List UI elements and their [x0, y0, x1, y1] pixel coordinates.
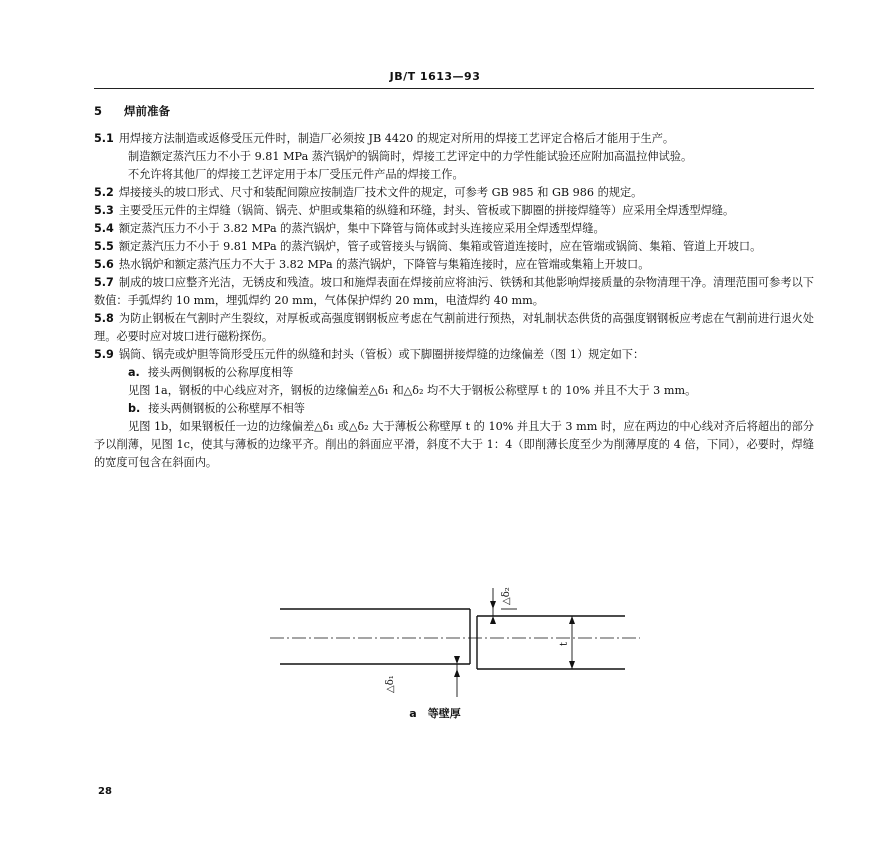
clause-number: 5.5	[94, 240, 114, 253]
item-text: 见图 1b，如果钢板任一边的边缘偏差△δ₁ 或△δ₂ 大于薄板公称壁厚 t 的 10% 并且大于 3 mm 时，应在两边的中心线对齐后将超出的部分予以削薄，见图 1c，使其与薄板的边缘平齐。削出的斜面应平滑，斜度不大于 1：4（即削薄长度至少为削薄厚度的 4 倍，下同），必要时，焊缝的宽度可包含在斜面内。	[94, 420, 814, 469]
clause-number: 5.4	[94, 222, 114, 235]
thickness-label: t	[559, 641, 570, 646]
standard-header: JB/T 1613—93	[389, 70, 481, 83]
item-label: b.	[128, 402, 141, 415]
clause-number: 5.3	[94, 204, 114, 217]
clause-text: 制成的坡口应整齐光洁，无锈皮和残渣。坡口和施焊表面在焊接前应将油污、铁锈和其他影响焊接质量的杂物清理干净。清理范围可参考以下数值：手弧焊约 10 mm，埋弧焊约 20 mm，气体保护焊约 20 mm，电渣焊约 40 mm。	[94, 276, 814, 307]
paragraph-5-1	[94, 130, 814, 148]
clause-text: 额定蒸汽压力不小于 9.81 MPa 的蒸汽锅炉，管子或管接头与锅筒、集箱或管道连接时，应在管端或锅筒、集箱、管道上开坡口。	[118, 240, 762, 253]
delta1-arrowhead-upper	[454, 656, 460, 664]
section-title	[94, 103, 814, 119]
clause-number: 5.8	[94, 312, 114, 325]
paragraph-5-5	[94, 238, 814, 256]
item-a-title	[128, 364, 814, 382]
paragraph-5-4	[94, 220, 814, 238]
item-text: 见图 1a，钢板的中心线应对齐，钢板的边缘偏差△δ₁ 和△δ₂ 均不大于钢板公称壁厚 t 的 10% 并且不大于 3 mm。	[128, 384, 697, 397]
page-number: 28	[98, 786, 112, 797]
paragraph-5-1-continued-1	[94, 148, 814, 166]
paragraph-5-2	[94, 184, 814, 202]
delta2-label: △δ₂	[501, 587, 512, 605]
paragraph-5-8	[94, 310, 814, 346]
paragraph-5-3	[94, 202, 814, 220]
clause-text: 主要受压元件的主焊缝（锅筒、锅壳、炉胆或集箱的纵缝和环缝，封头、管板或下脚圈的拼接焊缝等）应采用全焊透型焊缝。	[118, 204, 735, 217]
figure-1a-equal-thickness	[265, 585, 645, 715]
clause-text: 为防止钢板在气割时产生裂纹，对厚板或高强度钢钢板应考虑在气割前进行预热，对轧制状态供货的高强度钢钢板应考虑在气割前进行退火处理。必要时应对坡口进行磁粉探伤。	[94, 312, 814, 343]
item-b-title	[128, 400, 814, 418]
clause-number: 5.2	[94, 186, 114, 199]
delta2-arrowhead	[490, 601, 496, 609]
item-a-text	[94, 382, 814, 400]
item-b-text	[94, 418, 814, 472]
clause-number: 5.7	[94, 276, 114, 289]
section-number: 5	[94, 104, 103, 118]
clause-number: 5.6	[94, 258, 114, 271]
item-title: 接头两侧钢板的公称壁厚不相等	[148, 402, 305, 415]
thickness-arrowhead-bottom	[569, 661, 575, 669]
clause-text: 额定蒸汽压力不小于 3.82 MPa 的蒸汽锅炉，集中下降管与筒体或封头连接应采用全焊透型焊缝。	[118, 222, 605, 235]
clause-text: 热水锅炉和额定蒸汽压力不大于 3.82 MPa 的蒸汽锅炉，下降管与集箱连接时，应在管端或集箱上开坡口。	[118, 258, 650, 271]
item-title: 接头两侧钢板的公称厚度相等	[147, 366, 294, 379]
thickness-arrowhead-top	[569, 616, 575, 624]
figure-caption: a 等壁厚	[409, 707, 461, 720]
paragraph-5-7	[94, 274, 814, 310]
clause-number: 5.9	[94, 348, 114, 361]
paragraph-5-9	[94, 346, 814, 364]
clause-text: 焊接接头的坡口形式、尺寸和装配间隙应按制造厂技术文件的规定，可参考 GB 985 和 GB 986 的规定。	[118, 186, 643, 199]
clause-text: 锅筒、锅壳或炉胆等筒形受压元件的纵缝和封头（管板）或下脚圈拼接焊缝的边缘偏差（图 1）规定如下：	[118, 348, 645, 361]
delta1-label: △δ₁	[385, 675, 396, 693]
clause-text: 用焊接方法制造或返修受压元件时，制造厂必须按 JB 4420 的规定对所用的焊接工艺评定合格后才能用于生产。	[118, 132, 675, 145]
clause-text: 制造额定蒸汽压力不小于 9.81 MPa 蒸汽锅炉的锅筒时，焊接工艺评定中的力学性能试验还应附加高温拉伸试验。	[128, 150, 693, 163]
clause-number: 5.1	[94, 132, 114, 145]
clause-text: 不允许将其他厂的焊接工艺评定用于本厂受压元件产品的焊接工作。	[128, 168, 464, 181]
section-title-text: 焊前准备	[124, 104, 171, 118]
delta1-arrowhead	[454, 669, 460, 677]
header-rule	[94, 88, 814, 89]
paragraph-5-6	[94, 256, 814, 274]
delta2-arrowhead-lower	[490, 616, 496, 624]
item-label: a.	[128, 366, 140, 379]
paragraph-5-1-continued-2	[94, 166, 814, 184]
document-body	[94, 103, 814, 472]
